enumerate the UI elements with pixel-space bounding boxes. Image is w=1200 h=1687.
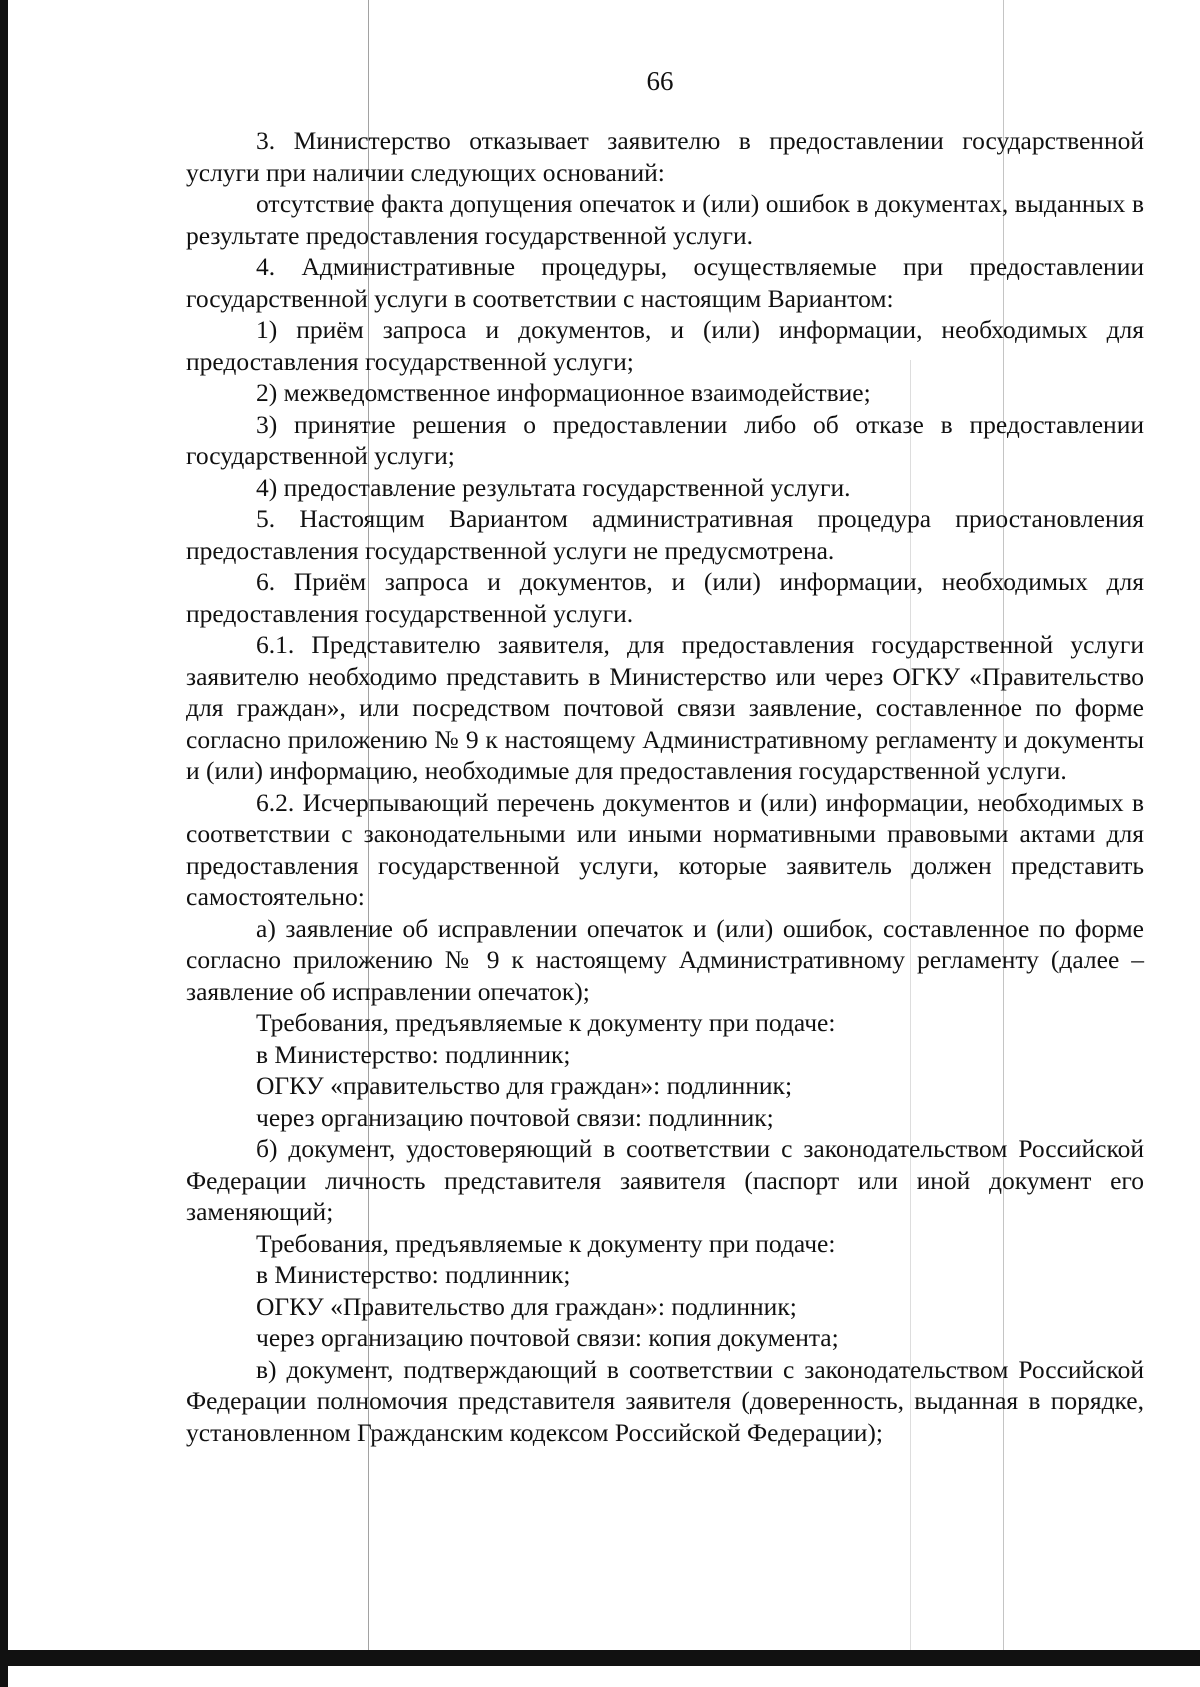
paragraph: отсутствие факта допущения опечаток и (или) ошибок в документах, выданных в результате предоставления государственной услуги. [186, 189, 1144, 250]
paragraph: в Министерство: подлинник; [256, 1039, 571, 1069]
paragraph: в Министерство: подлинник; [256, 1260, 571, 1289]
paragraph: б) документ, удостоверяющий в соответствии с законодательством Российской Федерации личность представителя заявителя (паспорт или иной документ его заменяющий; [186, 1134, 1144, 1226]
paragraph: 6. Приём запроса и документов, и (или) информации, необходимых для предоставления государственной услуги. [186, 567, 1144, 628]
paragraph: 4. Административные процедуры, осуществляемые при предоставлении государственной услуги в соответствии с настоящим Вариантом: [186, 252, 1144, 313]
paragraph: ОГКУ «правительство для граждан»: подлинник; [256, 1071, 793, 1100]
paragraph: 5. Настоящим Вариантом административная процедура приостановления предоставления государственной услуги не предусмотрена. [186, 504, 1144, 565]
paragraph: 3) принятие решения о предоставлении либо об отказе в предоставлении государственной услуги; [186, 409, 1144, 470]
paragraph: в) документ, подтверждающий в соответствии с законодательством Российской Федерации полномочия представителя заявителя (доверенность, выданная в порядке, установленном Гражданским кодексом Российской Федерации); [186, 1354, 1144, 1447]
paragraph: 4) предоставление результата государственной услуги. [256, 472, 851, 502]
paragraph: а) заявление об исправлении опечаток и (или) ошибок, составленное по форме согласно приложению № 9 к настоящему Административному регламенту (далее – заявление об исправлении опечаток); [186, 913, 1144, 1006]
paragraph: ОГКУ «Правительство для граждан»: подлинник; [256, 1291, 797, 1321]
paragraph: 2) межведомственное информационное взаимодействие; [256, 378, 871, 407]
paragraph: через организацию почтовой связи: подлинник; [256, 1102, 774, 1132]
paragraph: 3. Министерство отказывает заявителю в предоставлении государственной услуги при наличии следующих оснований: [186, 126, 1144, 187]
paragraph: 6.2. Исчерпывающий перечень документов и (или) информации, необходимых в соответствии с законодательными или иными нормативными правовыми актами для предоставления государственной услуги, которые заявитель должен представить самостоятельно: [186, 787, 1144, 911]
scan-left-edge [0, 0, 8, 1687]
document-body [186, 125, 1144, 1448]
paragraph: 6.1. Представителю заявителя, для предоставления государственной услуги заявителю необходимо представить в Министерство или через ОГКУ «Правительство для граждан», или посредством почтовой связи заявление, составленное по форме согласно приложению № 9 к настоящему Административному регламенту и документы и (или) информацию, необходимые для предоставления государственной услуги. [186, 630, 1144, 785]
paragraph: через организацию почтовой связи: копия документа; [256, 1323, 839, 1352]
paragraph: 1) приём запроса и документов, и (или) информации, необходимых для предоставления государственной услуги; [186, 315, 1144, 376]
scan-bottom-edge [0, 1650, 1200, 1666]
paragraph: Требования, предъявляемые к документу при подаче: [256, 1228, 836, 1258]
page-number: 66 [646, 66, 674, 96]
paragraph: Требования, предъявляемые к документу при подаче: [256, 1008, 836, 1037]
